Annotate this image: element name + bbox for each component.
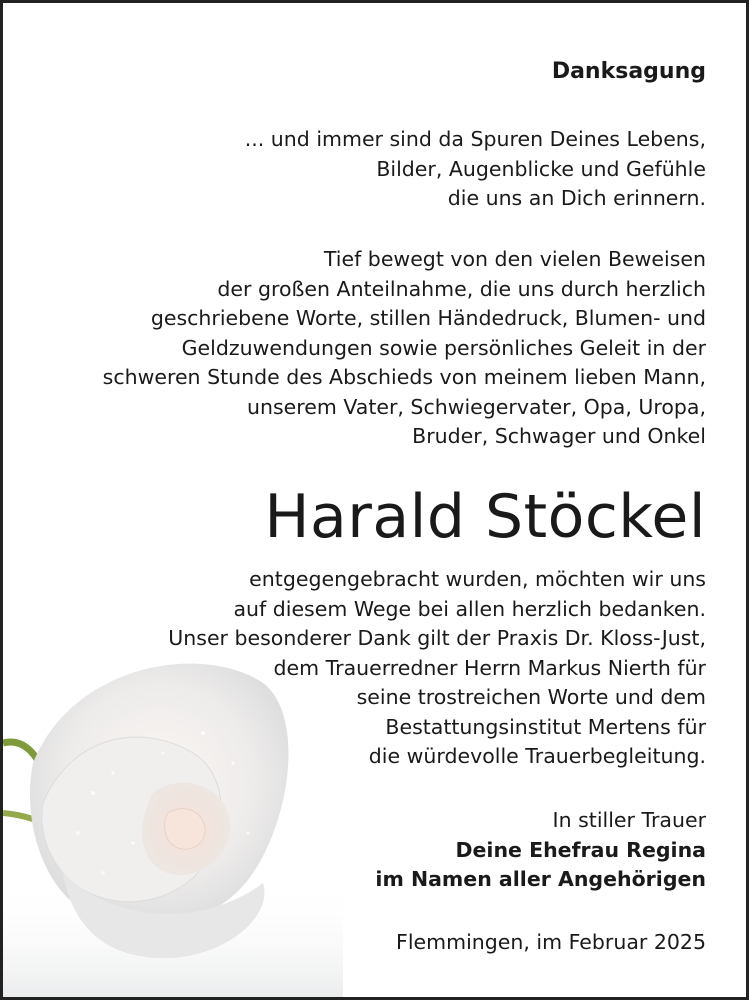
paragraph-line: seine trostreichen Worte und dem — [356, 685, 706, 709]
poem-block — [245, 125, 706, 214]
paragraph-line: die würdevolle Trauerbegleitung. — [368, 744, 706, 768]
poem-line: ... und immer sind da Spuren Deines Lebens, — [244, 127, 706, 151]
signature-intro: In stiller Trauer — [552, 808, 706, 832]
paragraph-line: schweren Stunde des Abschieds von meinem lieben Mann, — [102, 365, 706, 389]
signature-block — [375, 806, 706, 895]
page-title: Danksagung — [551, 59, 706, 84]
paragraph-line: dem Trauerredner Herrn Markus Nierth für — [273, 655, 706, 680]
paragraph-line: auf diesem Wege bei allen herzlich bedanken. — [233, 596, 706, 621]
paragraph-line: Bestattungsinstitut Mertens für — [385, 714, 706, 739]
paragraph-line: entgegengebracht wurden, möchten wir uns — [249, 567, 706, 591]
place-date — [396, 928, 706, 958]
paragraph-line: Unser besonderer Dank gilt der Praxis Dr. Kloss-Just, — [168, 626, 706, 650]
place-date-text: Flemmingen, im Februar 2025 — [396, 930, 706, 954]
paragraph-line: Bruder, Schwager und Onkel — [412, 424, 706, 448]
deceased-name: Harald Stöckel — [264, 482, 706, 552]
paragraph-line: unserem Vater, Schwiegervater, Opa, Uropa, — [246, 394, 706, 419]
poem-line: die uns an Dich erinnern. — [447, 186, 706, 210]
paragraph-line: Tief bewegt von den vielen Beweisen — [323, 247, 706, 271]
paragraph-line: Geldzuwendungen sowie persönliches Geleit in der — [181, 335, 706, 360]
paragraph-line: der großen Anteilnahme, die uns durch herzlich — [217, 276, 706, 301]
thanks-paragraph-2 — [168, 565, 706, 772]
paragraph-line: geschriebene Worte, stillen Händedruck, Blumen- und — [150, 306, 706, 330]
thanks-paragraph-1 — [103, 245, 706, 452]
signature-line: im Namen aller Angehörigen — [375, 867, 706, 891]
signature-line: Deine Ehefrau Regina — [455, 837, 706, 862]
poem-line: Bilder, Augenblicke und Gefühle — [376, 156, 706, 181]
